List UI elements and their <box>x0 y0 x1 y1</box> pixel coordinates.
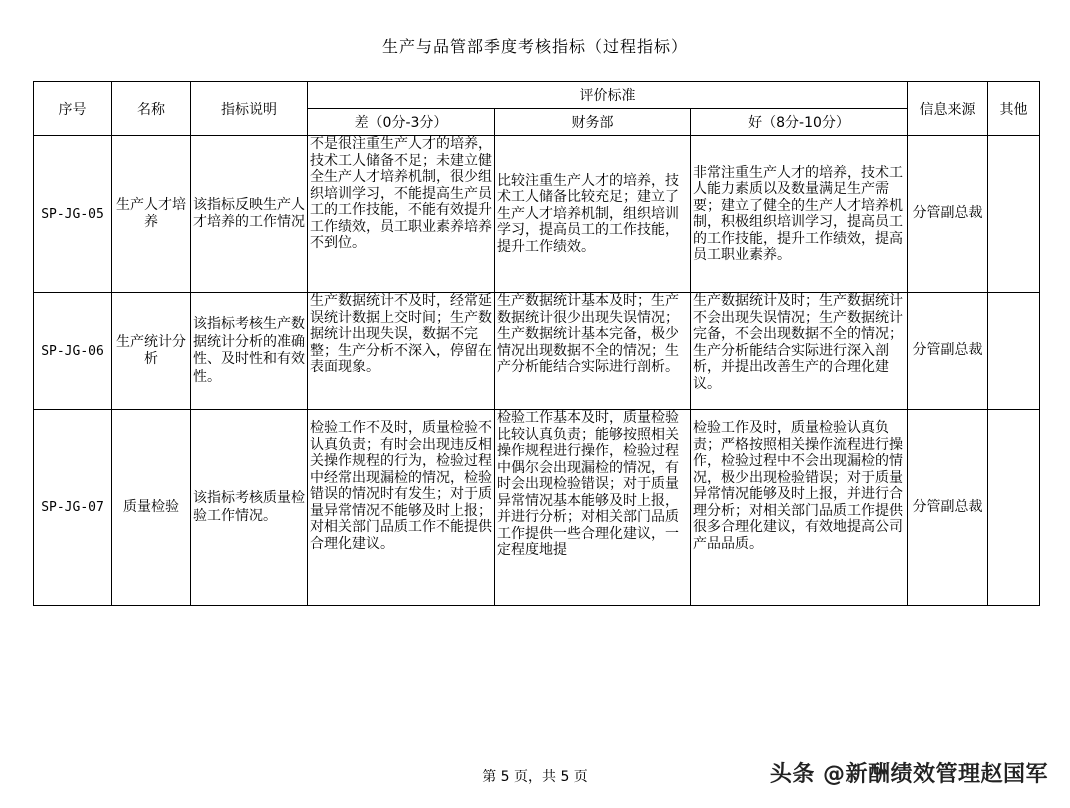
table-row <box>34 410 1040 606</box>
header-eval: 评价标准 <box>308 82 908 109</box>
row-bad: 不是很注重生产人才的培养，技术工人储备不足；未建立健全生产人才培养机制，很少组织培训学习，不能提高生产员工的工作技能，不能有效提升工作绩效，员工职业素养培养不到位。 <box>308 136 495 293</box>
row-good: 生产数据统计及时；生产数据统计不会出现失误情况；生产数据统计完备，不会出现数据不全的情况；生产分析能结合实际进行深入剖析，并提出改善生产的合理化建议。 <box>691 293 908 410</box>
table-row <box>34 293 1040 410</box>
row-desc: 该指标考核生产数据统计分析的准确性、及时性和有效性。 <box>191 293 308 410</box>
page-footer: 第 5 页，共 5 页 <box>482 769 588 785</box>
row-desc: 该指标反映生产人才培养的工作情况 <box>191 136 308 293</box>
row-bad: 检验工作不及时，质量检验不认真负责；有时会出现违反相关操作规程的行为，检验过程中经常出现漏检的情况，检验错误的情况时有发生；对于质量异常情况不能够及时上报；对相关部门品质工作不能提供合理化建议。 <box>308 410 495 606</box>
row-good: 检验工作及时，质量检验认真负责；严格按照相关操作流程进行操作，检验过程中不会出现漏检的情况，极少出现检验错误；对于质量异常情况能够及时上报，并进行合理分析；对相关部门品质工作提供很多合理化建议，有效地提高公司产品品质。 <box>691 410 908 606</box>
header-seq: 序号 <box>34 82 112 136</box>
row-desc: 该指标考核质量检验工作情况。 <box>191 410 308 606</box>
header-source: 信息来源 <box>908 82 988 136</box>
row-other <box>988 136 1040 293</box>
kpi-table <box>33 81 1040 606</box>
row-name: 生产统计分析 <box>112 293 191 410</box>
header-desc: 指标说明 <box>191 82 308 136</box>
row-id: SP-JG-05 <box>34 136 112 293</box>
header-row-1 <box>34 82 1040 109</box>
page-title: 生产与品管部季度考核指标（过程指标） <box>381 37 688 56</box>
row-other <box>988 410 1040 606</box>
row-name: 生产人才培养 <box>112 136 191 293</box>
header-mid: 财务部 <box>495 109 691 136</box>
header-other: 其他 <box>988 82 1040 136</box>
row-other <box>988 293 1040 410</box>
header-name: 名称 <box>112 82 191 136</box>
row-mid: 生产数据统计基本及时；生产数据统计很少出现失误情况；生产数据统计基本完备，极少情况出现数据不全的情况；生产分析能结合实际进行剖析。 <box>495 293 691 410</box>
row-mid: 比较注重生产人才的培养，技术工人储备比较充足；建立了生产人才培养机制，组织培训学习，提高员工的工作技能，提升工作绩效。 <box>495 136 691 293</box>
header-bad: 差（0分-3分） <box>308 109 495 136</box>
row-id: SP-JG-07 <box>34 410 112 606</box>
row-good: 非常注重生产人才的培养，技术工人能力素质以及数量满足生产需要；建立了健全的生产人才培养机制，积极组织培训学习，提高员工的工作技能，提升工作绩效，提高员工职业素养。 <box>691 136 908 293</box>
row-name: 质量检验 <box>112 410 191 606</box>
watermark: 头条 @新酬绩效管理赵国军 <box>769 762 1048 787</box>
row-source: 分管副总裁 <box>908 410 988 606</box>
row-id: SP-JG-06 <box>34 293 112 410</box>
row-source: 分管副总裁 <box>908 293 988 410</box>
row-source: 分管副总裁 <box>908 136 988 293</box>
table-row <box>34 136 1040 293</box>
row-bad: 生产数据统计不及时，经常延误统计数据上交时间；生产数据统计出现失误，数据不完整；生产分析不深入，停留在表面现象。 <box>308 293 495 410</box>
row-mid: 检验工作基本及时，质量检验比较认真负责；能够按照相关操作规程进行操作，检验过程中偶尔会出现漏检的情况，有时会出现检验错误；对于质量异常情况基本能够及时上报，并进行分析；对相关部门品质工作提供一些合理化建议，一定程度地提 <box>495 410 691 606</box>
header-good: 好（8分-10分） <box>691 109 908 136</box>
